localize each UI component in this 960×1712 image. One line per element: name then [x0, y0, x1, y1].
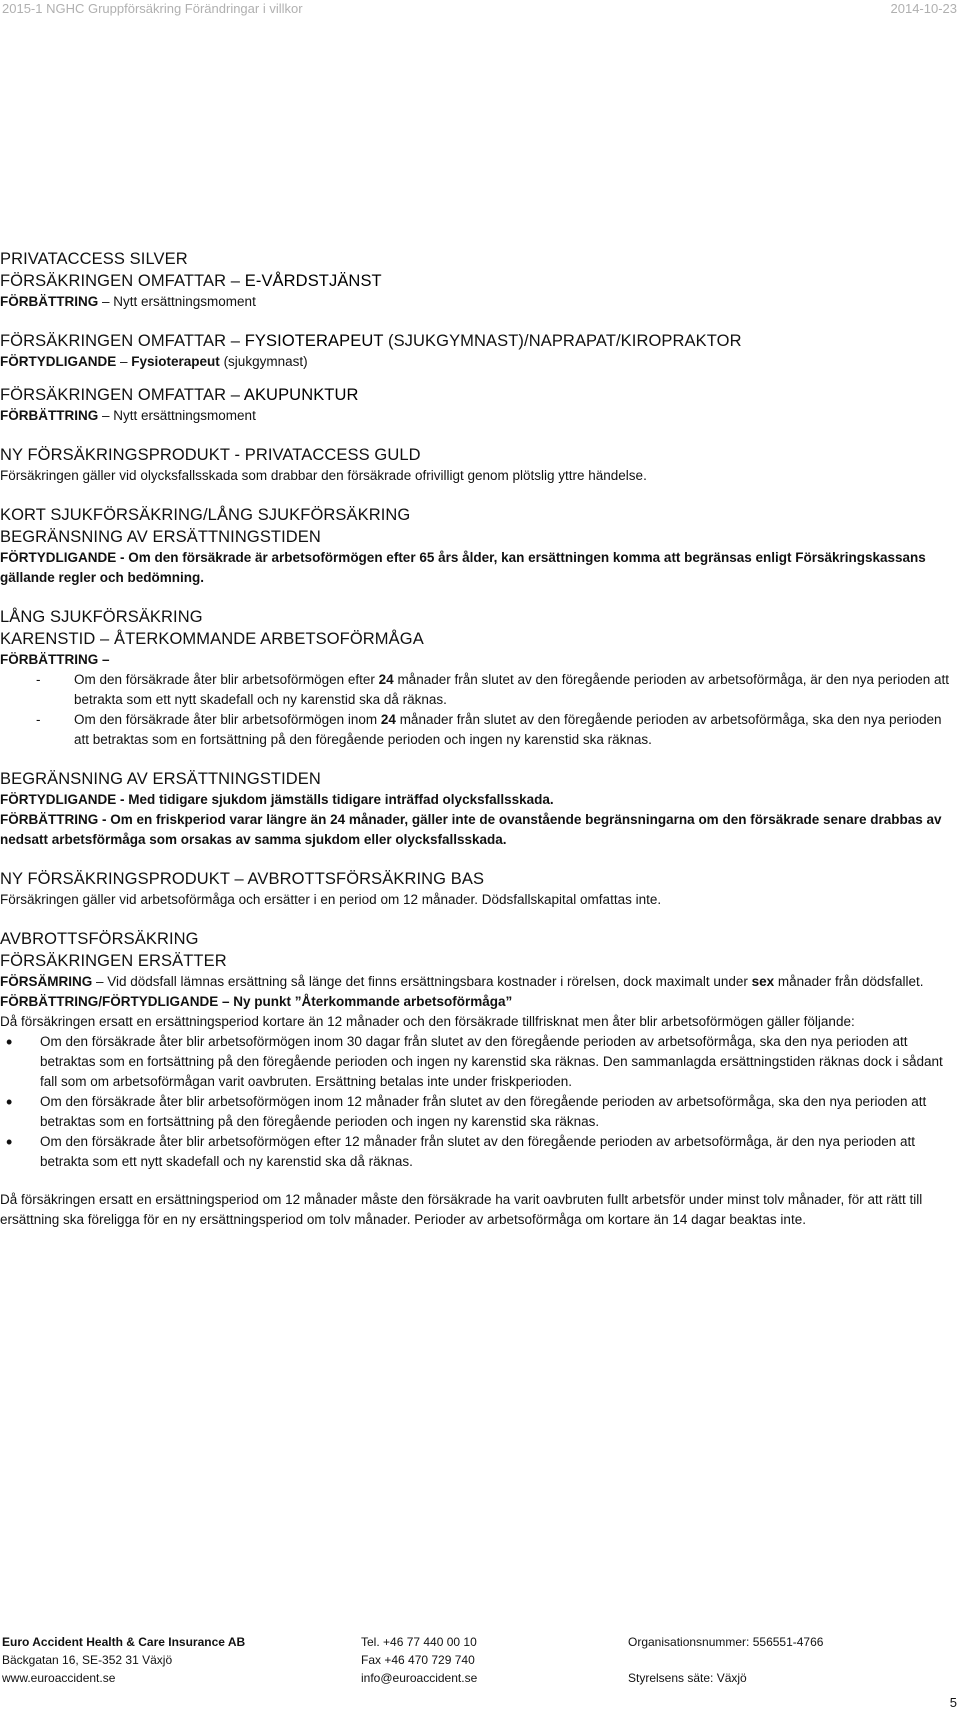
header-date: 2014-10-23: [890, 1, 957, 16]
paragraph: Då försäkringen ersatt en ersättningsperiod om 12 månader måste den försäkrade ha varit oavbruten fullt arbetsför under minst tolv månader, för att rätt till ersättning ska föreligga för en ny ersättningsperiod om tolv månader. Perioder av arbetsoförmåga om kortare än 14 dagar beaktas inte.: [0, 1192, 923, 1227]
footer-company: [2, 1633, 245, 1687]
section-begransning: [0, 768, 956, 850]
list-item: • Om den försäkrade åter blir arbetsoförmögen inom 30 dagar från slutet av den föregående perioden av arbetsoförmåga, ska den nya perioden att betraktas som en fortsättning på den föregående perioden och ingen ny karenstid ska räknas. Den sammanlagda ersättningstiden räknas dock i sådant fall som om arbetsoförmågan varit oavbruten. Ersättning betalas inte under friskperioden.: [0, 1032, 956, 1092]
paragraph: FÖRSÄMRING – Vid dödsfall lämnas ersättning så länge det finns ersättningsbara kostnader i rörelsen, dock maximalt under sex månader från dödsfallet.: [0, 974, 924, 989]
company-seat: Styrelsens säte: Växjö: [628, 1671, 747, 1685]
section-privataccess-guld: [0, 444, 956, 486]
list-item: - Om den försäkrade åter blir arbetsoförmögen inom 24 månader från slutet av den föregående perioden av arbetsoförmåga, ska den nya perioden att betraktas som en fortsättning på den föregående perioden och ingen ny karenstid ska räknas.: [0, 710, 956, 750]
section-avbrottsforsakring: [0, 928, 956, 1230]
change-desc: Nytt ersättningsmoment: [113, 408, 256, 423]
paragraph: Försäkringen gäller vid olycksfallsskada som drabbar den försäkrade ofrivilligt genom plötslig yttre händelse.: [0, 468, 647, 483]
change-line: FÖRBÄTTRING – Nytt ersättningsmoment: [0, 408, 256, 423]
section-heading: NY FÖRSÄKRINGSPRODUKT - PRIVATACCESS GULD: [0, 446, 421, 464]
subheading: FÖRSÄKRINGEN OMFATTAR – E-VÅRDSTJÄNST: [0, 272, 382, 290]
subheading: KARENSTID – ÅTERKOMMANDE ARBETSOFÖRMÅGA: [0, 630, 424, 648]
subheading: FÖRSÄKRINGEN OMFATTAR – AKUPUNKTUR: [0, 386, 359, 404]
change-line: FÖRBÄTTRING – Nytt ersättningsmoment: [0, 294, 256, 309]
subheading: BEGRÄNSNING AV ERSÄTTNINGSTIDEN: [0, 528, 321, 546]
company-name: Euro Accident Health & Care Insurance AB: [2, 1635, 246, 1649]
section-fysioterapeut: [0, 330, 956, 372]
footer-legal: [628, 1633, 823, 1687]
section-heading: BEGRÄNSNING AV ERSÄTTNINGSTIDEN: [0, 770, 321, 788]
section-heading: NY FÖRSÄKRINGSPRODUKT – AVBROTTSFÖRSÄKRING BAS: [0, 870, 485, 888]
document-body: [0, 248, 956, 1230]
paragraph: FÖRTYDLIGANDE - Med tidigare sjukdom jämställs tidigare inträffad olycksfallsskada.: [0, 792, 554, 807]
list-item: • Om den försäkrade åter blir arbetsoförmögen efter 12 månader från slutet av den föregående perioden av arbetsoförmåga, är den nya perioden att betrakta som ett nytt skadefall och ny karenstid ska då räknas.: [0, 1132, 956, 1172]
highlight-term: FYSIOTERAPEUT: [244, 332, 384, 350]
change-desc: Nytt ersättningsmoment: [113, 294, 256, 309]
change-line: FÖRTYDLIGANDE – Fysioterapeut (sjukgymnast): [0, 354, 308, 369]
subheading-text: FÖRSÄKRINGEN OMFATTAR: [0, 272, 227, 290]
company-tel: Tel. +46 77 440 00 10: [361, 1635, 477, 1649]
section-heading: AVBROTTSFÖRSÄKRING: [0, 930, 199, 948]
paragraph: Försäkringen gäller vid arbetsoförmåga och ersätter i en period om 12 månader. Dödsfallskapital omfattas inte.: [0, 892, 662, 907]
change-label: FÖRBÄTTRING –: [0, 652, 110, 667]
company-email-link[interactable]: info@euroaccident.se: [361, 1671, 478, 1685]
section-avbrottsforsakring-bas: [0, 868, 956, 910]
paragraph: Då försäkringen ersatt en ersättningsperiod kortare än 12 månader och den försäkrade tillfrisknat men åter blir arbetsoförmögen gäller följande:: [0, 1014, 855, 1029]
section-heading: PRIVATACCESS SILVER: [0, 250, 188, 268]
paragraph: FÖRBÄTTRING - Om en friskperiod varar längre än 24 månader, gäller inte de ovanstående begränsningarna om den försäkrade senare drabbas av nedsatt arbetsförmåga som orsakas av samma sjukdom eller olycksfallsskada.: [0, 812, 942, 847]
subheading: FÖRSÄKRINGEN OMFATTAR – FYSIOTERAPEUT (SJUKGYMNAST)/NAPRAPAT/KIROPRAKTOR: [0, 332, 742, 350]
company-address: Bäckgatan 16, SE-352 31 Växjö: [2, 1653, 173, 1667]
subheading: FÖRSÄKRINGEN ERSÄTTER: [0, 952, 227, 970]
footer-contact: [361, 1633, 477, 1687]
subheading-rest: (SJUKGYMNAST)/NAPRAPAT/KIROPRAKTOR: [387, 332, 742, 350]
change-term: Fysioterapeut: [131, 354, 220, 369]
dash-list: [0, 670, 956, 750]
paragraph: FÖRBÄTTRING/FÖRTYDLIGANDE – Ny punkt ”Återkommande arbetsoförmåga”: [0, 994, 513, 1009]
list-item: • Om den försäkrade åter blir arbetsoförmögen inom 12 månader från slutet av den föregående perioden av arbetsoförmåga, ska den nya perioden att betraktas som en fortsättning på den föregående perioden och ingen ny karenstid ska räknas.: [0, 1092, 956, 1132]
highlight-term: AKUPUNKTUR: [243, 386, 359, 404]
change-desc: (sjukgymnast): [223, 354, 308, 369]
section-kort-lang-sjukforsakring: [0, 504, 956, 588]
subheading-text: FÖRSÄKRINGEN OMFATTAR: [0, 332, 227, 350]
section-privataccess-silver: [0, 248, 956, 312]
change-type: FÖRTYDLIGANDE: [0, 354, 117, 369]
change-type: FÖRBÄTTRING: [0, 294, 99, 309]
subheading-text: FÖRSÄKRINGEN OMFATTAR: [0, 386, 227, 404]
bullet-list: [0, 1032, 956, 1172]
company-orgnr: Organisationsnummer: 556551-4766: [628, 1635, 824, 1649]
header-title: 2015-1 NGHC Gruppförsäkring Förändringar i villkor: [2, 1, 303, 16]
paragraph: FÖRTYDLIGANDE - Om den försäkrade är arbetsoförmögen efter 65 års ålder, kan ersättningen komma att begränsas enligt Försäkringskassans gällande regler och bedömning.: [0, 550, 926, 585]
company-web-link[interactable]: www.euroaccident.se: [2, 1671, 116, 1685]
list-item: - Om den försäkrade åter blir arbetsoförmögen efter 24 månader från slutet av den föregående perioden av arbetsoförmåga, är den nya perioden att betrakta som ett nytt skadefall och ny karenstid ska då räknas.: [0, 670, 956, 710]
change-type: FÖRBÄTTRING: [0, 408, 99, 423]
section-lang-sjukforsakring: [0, 606, 956, 750]
section-heading: KORT SJUKFÖRSÄKRING/LÅNG SJUKFÖRSÄKRING: [0, 506, 411, 524]
company-fax: Fax +46 470 729 740: [361, 1653, 475, 1667]
section-heading: LÅNG SJUKFÖRSÄKRING: [0, 608, 203, 626]
highlight-term: E-VÅRDSTJÄNST: [244, 272, 382, 290]
page-number: 5: [949, 1695, 957, 1710]
section-akupunktur: [0, 384, 956, 426]
